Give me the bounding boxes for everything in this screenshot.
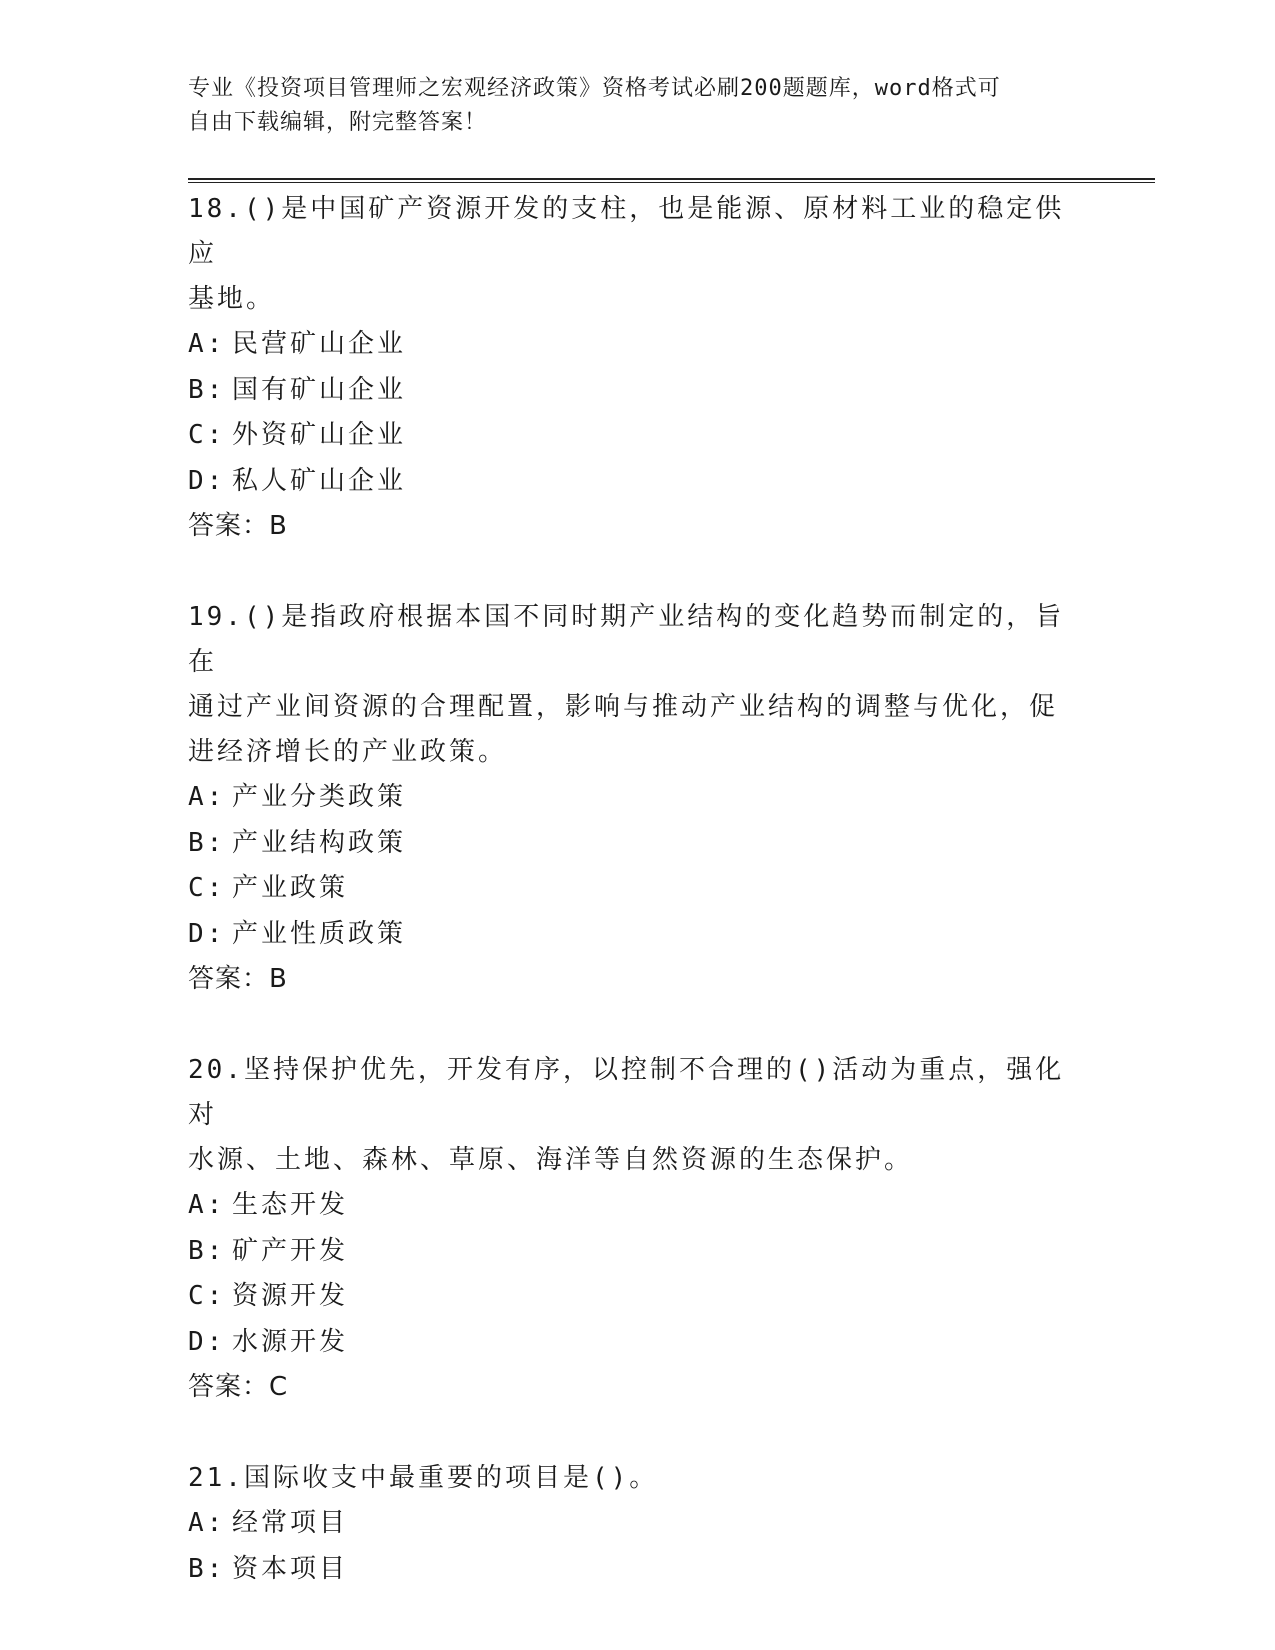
answer: 答案：C — [188, 1372, 289, 1402]
question-text-line: 通过产业间资源的合理配置，影响与推动产业结构的调整与优化，促 — [188, 692, 1059, 722]
option-a — [188, 1183, 1088, 1229]
option-key: D: — [188, 918, 226, 949]
header-divider — [188, 178, 1155, 183]
option-b — [188, 1547, 1088, 1593]
question-text-line: 20.坚持保护优先，开发有序，以控制不合理的()活动为重点，强化对 — [188, 1055, 1065, 1130]
option-text: 外资矿山企业 — [232, 420, 407, 450]
question-21 — [188, 1456, 1088, 1592]
option-text: 矿产开发 — [232, 1235, 349, 1266]
option-c — [188, 866, 1088, 912]
question-text-line: 基地。 — [188, 284, 276, 314]
option-key: A: — [188, 1508, 226, 1538]
header-line-1: 专业《投资项目管理师之宏观经济政策》资格考试必刷200题题库，word格式可 — [188, 76, 1001, 101]
option-b — [188, 821, 1088, 867]
question-18 — [188, 187, 1088, 549]
question-text-line: 水源、土地、森林、草原、海洋等自然资源的生态保护。 — [188, 1145, 914, 1175]
header-line-2: 自由下载编辑，附完整答案！ — [188, 110, 488, 135]
option-a — [188, 775, 1088, 821]
option-text: 私人矿山企业 — [232, 465, 407, 496]
option-text: 生态开发 — [232, 1190, 349, 1220]
option-text: 产业分类政策 — [232, 782, 407, 812]
option-key: A: — [188, 782, 226, 812]
question-19 — [188, 595, 1088, 1002]
option-d — [188, 912, 1088, 958]
option-key: D: — [188, 1326, 226, 1357]
option-key: C: — [188, 420, 226, 450]
option-key: B: — [188, 1553, 226, 1584]
question-text-line: 18.()是中国矿产资源开发的支柱，也是能源、原材料工业的稳定供应 — [188, 194, 1065, 269]
option-key: B: — [188, 1235, 226, 1266]
option-key: C: — [188, 1281, 226, 1311]
option-key: D: — [188, 465, 226, 496]
option-b — [188, 368, 1088, 414]
option-text: 产业政策 — [232, 873, 349, 903]
option-key: B: — [188, 374, 226, 405]
option-text: 产业结构政策 — [232, 827, 407, 858]
option-text: 资源开发 — [232, 1281, 349, 1311]
option-a — [188, 1501, 1088, 1547]
option-b — [188, 1229, 1088, 1275]
option-text: 资本项目 — [232, 1553, 349, 1584]
question-list — [188, 187, 1088, 1638]
option-text: 民营矿山企业 — [232, 329, 407, 359]
answer: 答案：B — [188, 511, 288, 541]
option-key: C: — [188, 873, 226, 903]
option-c — [188, 413, 1088, 459]
option-key: A: — [188, 329, 226, 359]
answer: 答案：B — [188, 964, 288, 994]
question-20 — [188, 1048, 1088, 1410]
option-text: 经常项目 — [232, 1508, 349, 1538]
question-text-line: 19.()是指政府根据本国不同时期产业结构的变化趋势而制定的，旨在 — [188, 602, 1065, 677]
option-c — [188, 1274, 1088, 1320]
option-text: 水源开发 — [232, 1326, 349, 1357]
option-text: 产业性质政策 — [232, 918, 407, 949]
document-header — [188, 72, 1068, 140]
question-text-line: 21.国际收支中最重要的项目是()。 — [188, 1463, 659, 1493]
option-d — [188, 459, 1088, 505]
option-key: A: — [188, 1190, 226, 1220]
option-key: B: — [188, 827, 226, 858]
question-text-line: 进经济增长的产业政策。 — [188, 737, 508, 767]
option-text: 国有矿山企业 — [232, 374, 407, 405]
option-a — [188, 322, 1088, 368]
option-d — [188, 1320, 1088, 1366]
